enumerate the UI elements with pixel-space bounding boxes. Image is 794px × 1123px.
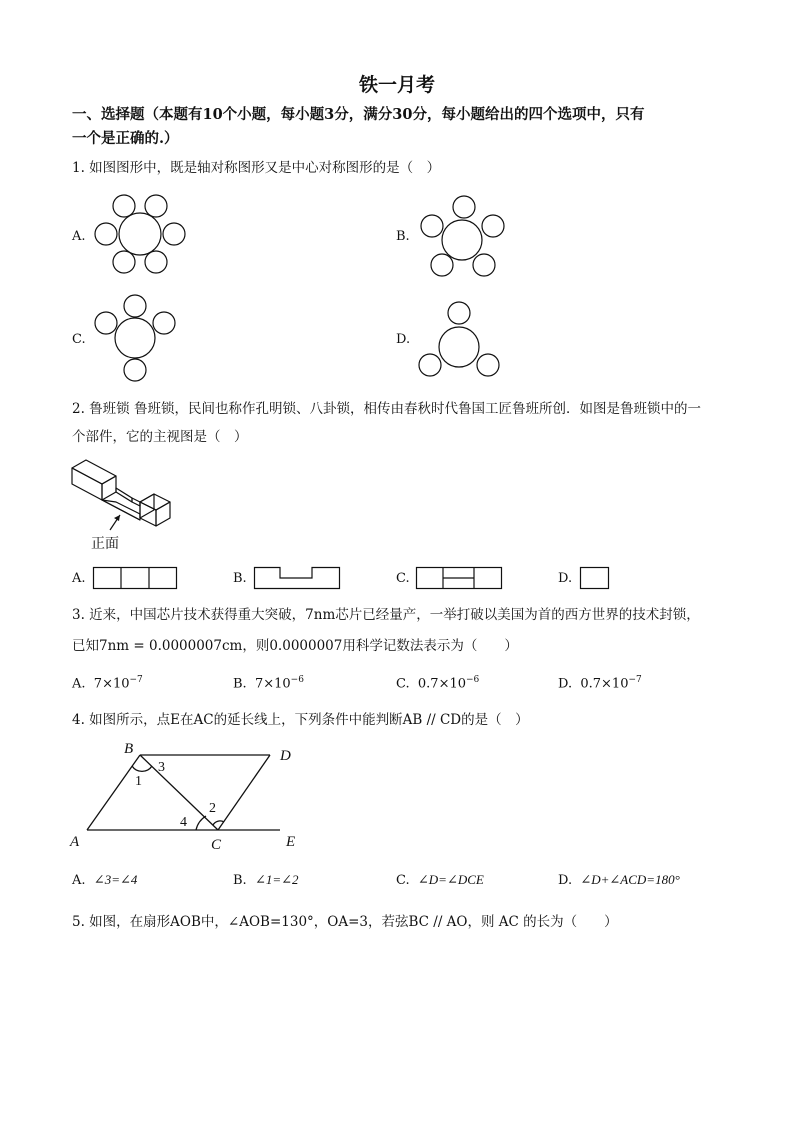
- label-e: E: [286, 834, 296, 850]
- q1-option-c-figure: [92, 294, 182, 382]
- q4-geometry-figure: [68, 738, 318, 853]
- q2-option-c-label: C.: [396, 571, 410, 586]
- q1-option-c-label: C.: [72, 332, 86, 347]
- q1-option-b-figure: [415, 192, 510, 280]
- q1-option-a-figure: [90, 190, 190, 280]
- label-d: D: [280, 748, 291, 764]
- q3-option-c: C. $0.7\times 10^{-6}$: [396, 675, 480, 692]
- angle-2-label: 2: [209, 801, 216, 816]
- q1-option-a-label: A.: [72, 229, 86, 244]
- label-b: B: [124, 741, 134, 757]
- q2-lock-part-figure: [70, 458, 180, 533]
- q2-option-a-label: A.: [72, 571, 86, 586]
- question-3-text: 3. 近来，中国芯片技术获得重大突破，7nm芯片已经量产，一举打破以美国为首的西方世界的技术封锁， 已知7nm = 0.0000007cm，则0.0000007用科学记数法表示为（ ）: [72, 607, 700, 654]
- q1-option-b-label: B.: [396, 229, 410, 244]
- page-title: 铁一月考: [358, 74, 435, 96]
- question-4-text: 4. 如图所示，点E在AC的延长线上，下列条件中能判断AB // CD的是（ ）: [72, 712, 529, 728]
- q3-option-a: A. $7\times 10^{-7}$: [72, 675, 143, 692]
- angle-3-label: 3: [158, 760, 165, 775]
- label-c: C: [211, 837, 222, 853]
- q2-option-a-figure: [93, 567, 177, 589]
- q3-option-d: D. $0.7\times 10^{-7}$: [558, 675, 642, 692]
- q2-option-d-figure: [580, 567, 610, 589]
- q4-option-b: B. ∠1=∠2: [233, 872, 299, 888]
- section-heading: 一、选择题（本题有10个小题，每小题3分，满分30分，每小题给出的四个选项中，只有 一个是正确的.）: [72, 106, 645, 147]
- q2-option-d-label: D.: [558, 571, 573, 586]
- q2-option-b-figure: [254, 567, 340, 589]
- q4-option-a: A. ∠3=∠4: [72, 872, 138, 888]
- q2-option-c-figure: [416, 567, 502, 589]
- q3-option-b: B. $7\times 10^{-6}$: [233, 675, 304, 692]
- q1-option-d-figure: [418, 300, 503, 382]
- q1-option-d-label: D.: [396, 332, 411, 347]
- front-view-label: 正面: [91, 536, 119, 552]
- q2-option-b-label: B.: [233, 571, 247, 586]
- question-2-text: 2. 鲁班锁 鲁班锁，民间也称作孔明锁、八卦锁，相传由春秋时代鲁国工匠鲁班所创．如图是鲁班锁中的一 个部件，它的主视图是（ ）: [72, 401, 701, 445]
- q4-option-c: C. ∠D=∠DCE: [396, 872, 484, 888]
- question-1-text: 1. 如图图形中，既是轴对称图形又是中心对称图形的是（ ）: [72, 160, 441, 176]
- q4-option-d: D. ∠D+∠ACD=180°: [558, 872, 680, 888]
- line-dc: [218, 755, 270, 830]
- angle-1-label: 1: [135, 774, 142, 789]
- angle-4-label: 4: [180, 815, 187, 830]
- question-5-text: 5. 如图，在扇形AOB中，∠AOB=130°，OA=3，若弦BC // AO，则 AC 的长为（ ）: [72, 914, 618, 930]
- label-a: A: [70, 834, 80, 850]
